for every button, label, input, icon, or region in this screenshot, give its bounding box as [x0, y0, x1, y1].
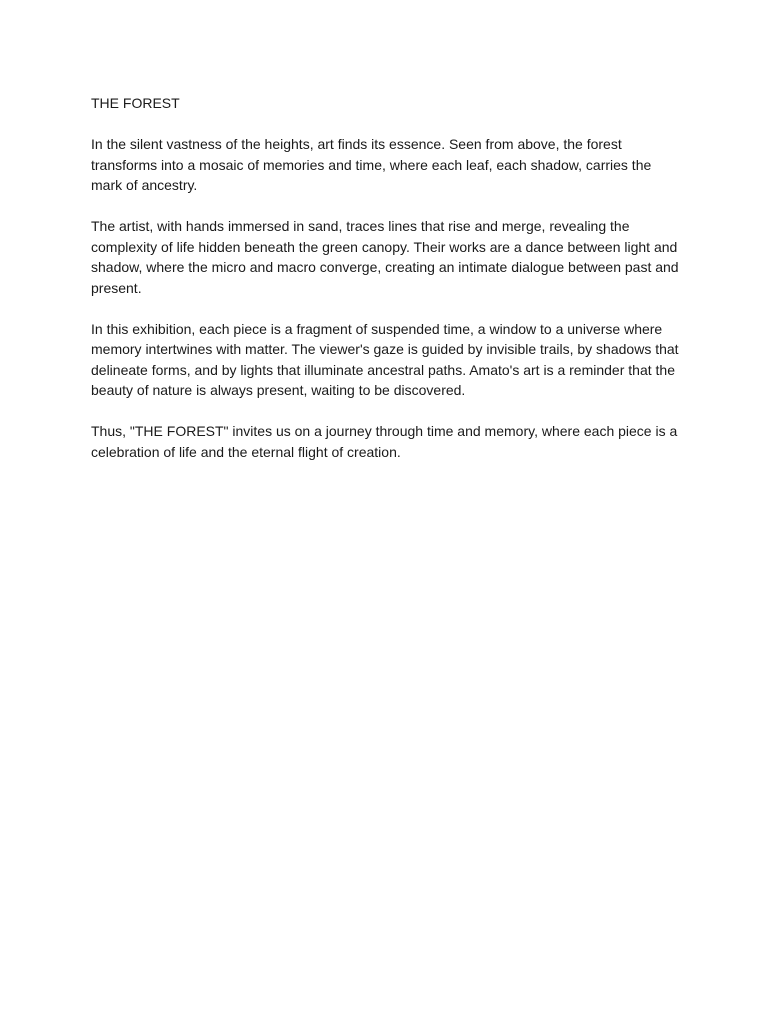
- paragraph-1: In the silent vastness of the heights, art finds its essence. Seen from above, the forest transforms into a mosaic of memories and time, where each leaf, each shadow, carries the mark of ancestry.: [91, 136, 652, 193]
- paragraph-2: The artist, with hands immersed in sand, traces lines that rise and merge, revealing the complexity of life hidden beneath the green canopy. Their works are a dance between light and shadow, where the micro and macro converge, creating an intimate dialogue between past and present.: [91, 218, 679, 296]
- paragraph-3: In this exhibition, each piece is a fragment of suspended time, a window to a universe where memory intertwines with matter. The viewer's gaze is guided by invisible trails, by shadows that delineate forms, and by lights that illuminate ancestral paths. Amato's art is a reminder that the beauty of nature is always present, waiting to be discovered.: [91, 320, 679, 398]
- paragraph-4: Thus, "THE FOREST" invites us on a journey through time and memory, where each piece is a celebration of life and the eternal flight of creation.: [91, 423, 678, 460]
- document-body: [91, 93, 681, 483]
- document-title: THE FOREST: [91, 95, 180, 111]
